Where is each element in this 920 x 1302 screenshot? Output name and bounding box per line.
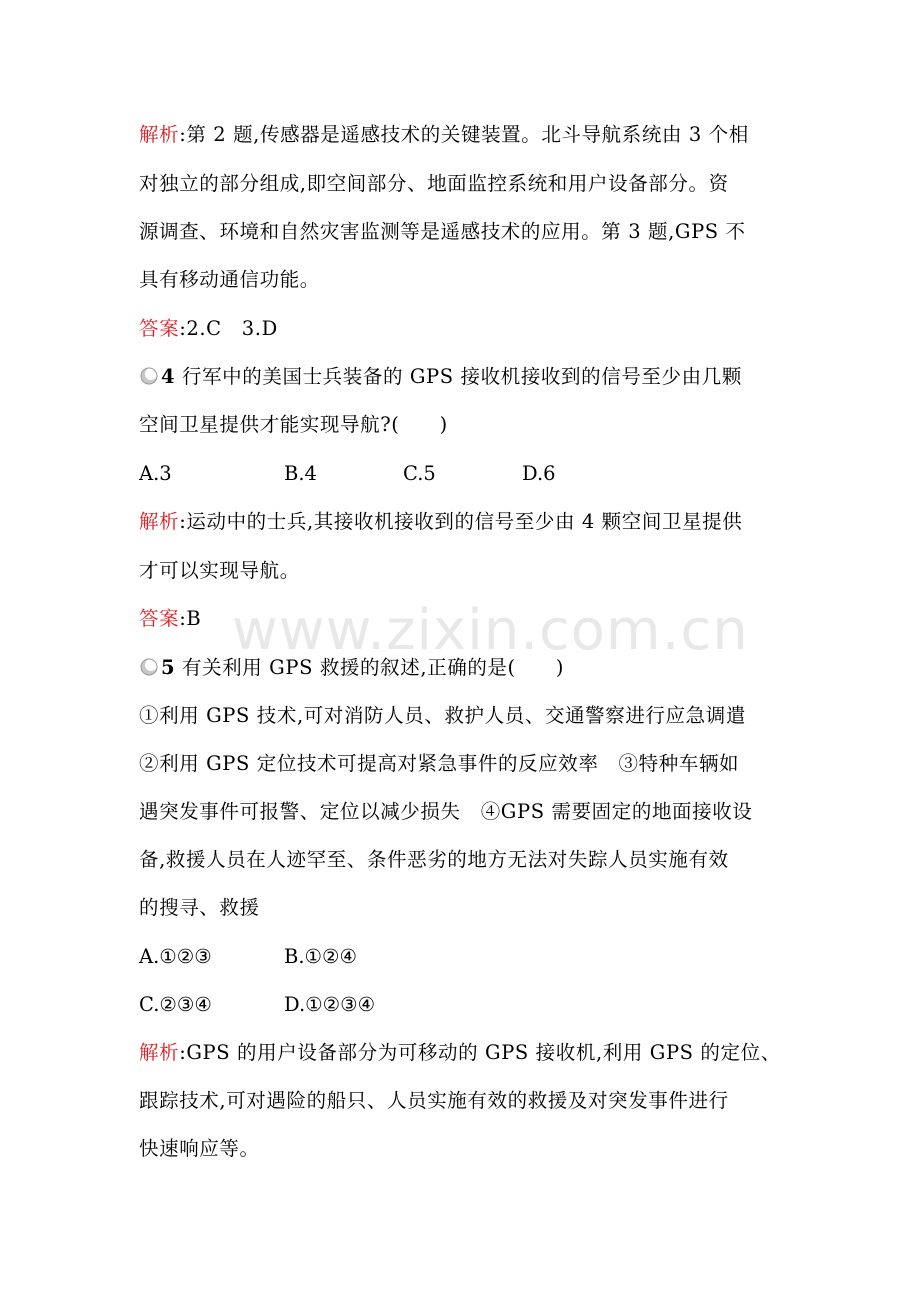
answer-label: 答案 [139,607,180,630]
option-b: B.4 [284,462,317,485]
option-a: A.①②③ [139,945,212,968]
answer-text: :2.C 3.D [179,317,278,340]
analysis-text: :第 2 题,传感器是遥感技术的关键装置。北斗导航系统由 3 个相 [179,123,749,146]
question-line: ①利用 GPS 技术,可对消防人员、救护人员、交通警察进行应急调遣 [139,704,746,727]
option-d: D.①②③④ [284,993,376,1016]
question-line: ②利用 GPS 定位技术可提高对紧急事件的反应效率 ③特种车辆如 [139,752,740,775]
question-marker-icon [139,657,159,677]
analysis-text: :运动中的士兵,其接收机接收到的信号至少由 4 颗空间卫星提供 [179,510,743,533]
option-c: C.5 [403,462,436,485]
analysis-line [139,1039,781,1067]
question-text: 有关利用 GPS 救援的叙述,正确的是( ) [175,656,565,679]
question-number: 4 [161,365,176,388]
question-line [139,363,742,391]
answer-label: 答案 [139,317,180,340]
analysis-line: 快速响应等。 [139,1137,260,1160]
question-line [139,654,564,682]
question-line: 备,救援人员在人迹罕至、条件恶劣的地方无法对失踪人员实施有效 [139,848,729,871]
question-line: 空间卫星提供才能实现导航?( ) [139,413,448,436]
question-line: 的搜寻、救援 [139,896,260,919]
analysis-line [139,508,742,536]
question-line: 遇突发事件可报警、定位以减少损失 ④GPS 需要固定的地面接收设 [139,800,753,823]
question-number: 5 [161,656,176,679]
option-d: D.6 [522,462,556,485]
analysis-label: 解析 [139,123,180,146]
answer-line [139,315,278,343]
answer-text: :B [179,607,202,630]
answer-line [139,605,201,633]
option-b: B.①②④ [284,945,357,968]
watermark: www.zixin.com.cn [232,598,749,663]
option-a: A.3 [139,462,172,485]
analysis-line: 源调查、环境和自然灾害监测等是遥感技术的应用。第 3 题,GPS 不 [139,220,746,243]
analysis-text: :GPS 的用户设备部分为可移动的 GPS 接收机,利用 GPS 的定位、 [179,1041,781,1064]
analysis-line [139,121,749,149]
analysis-label: 解析 [139,510,180,533]
option-c: C.②③④ [139,993,212,1016]
analysis-label: 解析 [139,1041,180,1064]
question-marker-icon [139,366,159,386]
question-text: 行军中的美国士兵装备的 GPS 接收机接收到的信号至少由几颗 [175,365,742,388]
analysis-line: 跟踪技术,可对遇险的船只、人员实施有效的救援及对突发事件进行 [139,1089,729,1112]
analysis-line: 才可以实现导航。 [139,559,300,582]
analysis-line: 对独立的部分组成,即空间部分、地面监控系统和用户设备部分。资 [139,172,729,195]
analysis-line: 具有移动通信功能。 [139,268,320,291]
